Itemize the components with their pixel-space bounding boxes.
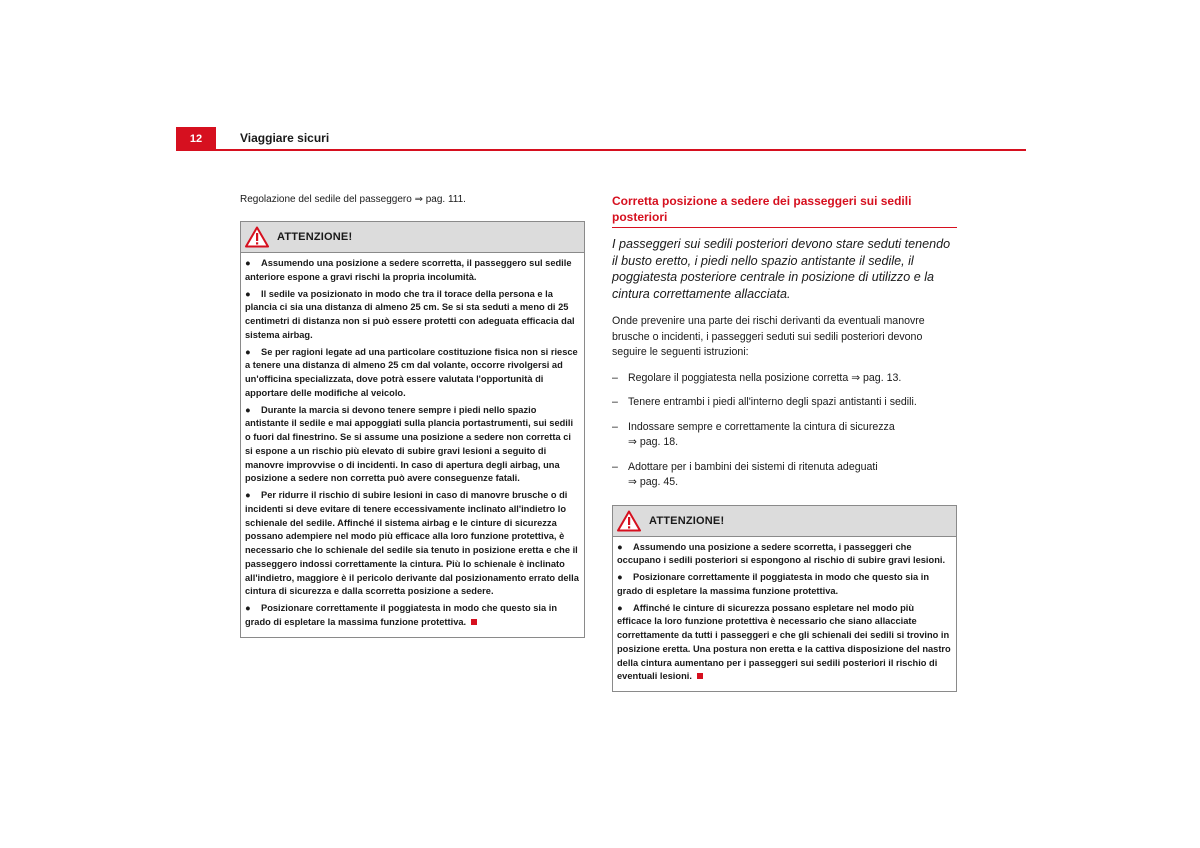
left-column [240, 193, 585, 638]
warning-triangle-icon [245, 226, 269, 248]
warning-item: ● Assumendo una posizione a sedere scorretta, i passeggeri che occupano i sedili posteriori si espongono al rischio di subire gravi lesioni. [617, 541, 946, 566]
bullet-icon: ● [245, 258, 251, 268]
warning-item: ● Se per ragioni legate ad una particolare costituzione fisica non si riesce a tenere una distanza di almeno 25 cm dal volante, occorre rivolgersi ad un'officina specializzata, dove potrà essere valutata l'opportunità di apportare delle modifiche al veicolo. [245, 346, 578, 398]
bullet-icon: ● [245, 346, 251, 357]
warning-box-rear [612, 505, 957, 693]
page-header [176, 127, 1026, 151]
list-item: – Tenere entrambi i piedi all'interno degli spazi antistanti i sedili. [612, 395, 957, 411]
right-column [612, 193, 957, 692]
bullet-icon: ● [617, 541, 623, 552]
bullet-icon: ● [245, 603, 251, 613]
end-of-section-square-icon [471, 619, 477, 625]
bullet-icon: ● [245, 288, 251, 299]
dash-bullet: – [612, 420, 618, 433]
reference-line: Regolazione del sedile del passeggero ⇒ pag. 111. [240, 194, 466, 205]
warning-triangle-icon [617, 510, 641, 532]
dash-bullet: – [612, 371, 618, 384]
bullet-icon: ● [617, 572, 623, 582]
warning-item: ● Durante la marcia si devono tenere sempre i piedi nello spazio antistante il sedile e mai appoggiati sulla plancia portastrumenti, sui sedili o fuori dal finestrino. Se si assume una posizione a sedere non corretta ci si espone a un rischio più elevato di subire gravi lesioni a seguito di manovre improvvise o di incidenti. In caso di apertura degli airbag, una posizione a sedere non corretta può avere conseguenze fatali. [245, 404, 574, 484]
bullet-icon: ● [245, 404, 251, 415]
warning-item: ● Il sedile va posizionato in modo che tra il torace della persona e la plancia ci sia una distanza di almeno 25 cm. Se si sta seduti a meno di 25 centimetri di distanza non si può essere protetti con adeguata efficacia dal sistema airbag. [245, 288, 575, 340]
list-item: – Adottare per i bambini dei sistemi di ritenuta adeguati ⇒ pag. 45. [612, 460, 957, 491]
section-intro: I passeggeri sui sedili posteriori devono stare seduti tenendo il busto eretto, i piedi nello spazio antistante il sedile, il poggiatesta posteriore centrale in posizione di utilizzo e la cintura correttamente allacciata. [612, 237, 951, 301]
list-item: – Regolare il poggiatesta nella posizione corretta ⇒ pag. 13. [612, 371, 957, 387]
bullet-icon: ● [245, 490, 251, 500]
warning-item: ● Per ridurre il rischio di subire lesioni in caso di manovre brusche o di incidenti si deve evitare di tenere eccessivamente inclinato all'indietro lo schienale del sedile. Affinché il sistema airbag e le cinture di sicurezza possano adempiere nel modo più efficace alla loro funzione protettiva, è necessario che lo schienale del sedile sia tenuto in posizione eretta e che il passeggero indossi correttamente la cintura. Più lo schienale è inclinato all'indietro, maggiore è il pericolo derivante dal posizionamento errato della cintura di sicurezza e dalla scorretta posizione a sedere. [245, 490, 579, 597]
warning-body [241, 253, 584, 637]
bullet-icon: ● [617, 602, 623, 613]
chapter-title: Viaggiare sicuri [240, 131, 330, 145]
warning-title: ATTENZIONE! [277, 231, 353, 243]
warning-box-front [240, 221, 585, 638]
page-number: 12 [176, 127, 216, 149]
dash-bullet: – [612, 396, 618, 408]
warning-title: ATTENZIONE! [649, 514, 725, 527]
instruction-list [612, 371, 957, 491]
end-of-section-square-icon [697, 673, 703, 679]
warning-header [241, 222, 584, 253]
dash-bullet: – [612, 460, 618, 473]
page-reference: ⇒ pag. 45. [628, 476, 679, 488]
warning-header [613, 506, 956, 537]
list-item: – Indossare sempre e correttamente la cintura di sicurezza ⇒ pag. 18. [612, 420, 957, 451]
warning-item: ● Assumendo una posizione a sedere scorretta, il passeggero sul sedile anteriore espone a gravi rischi la propria incolumità. [245, 258, 572, 282]
warning-item: ● Posizionare correttamente il poggiatesta in modo che questo sia in grado di espletare la massima funzione protettiva. [245, 603, 558, 627]
section-title: Corretta posizione a sedere dei passeggeri sui sedili posteriori [612, 193, 957, 228]
warning-item: ● Posizionare correttamente il poggiatesta in modo che questo sia in grado di espletare la massima funzione protettiva. [617, 572, 930, 596]
page-reference: ⇒ pag. 18. [628, 436, 679, 448]
warning-body [613, 537, 956, 692]
warning-item: ● Affinché le cinture di sicurezza possano espletare nel modo più efficace la loro funzione protettiva è necessario che siano allacciate correttamente da tutti i passeggeri e che gli schienali dei sedili si trovino in posizione eretta. Una postura non eretta e la cattiva disposizione del nastro della cintura aumentano per i passeggeri sui sedili posteriori il rischio di eventuali lesioni. [617, 602, 951, 682]
body-paragraph: Onde prevenire una parte dei rischi derivanti da eventuali manovre brusche o incidenti, i passeggeri seduti sui sedili posteriori devono seguire le seguenti istruzioni: [612, 315, 925, 358]
